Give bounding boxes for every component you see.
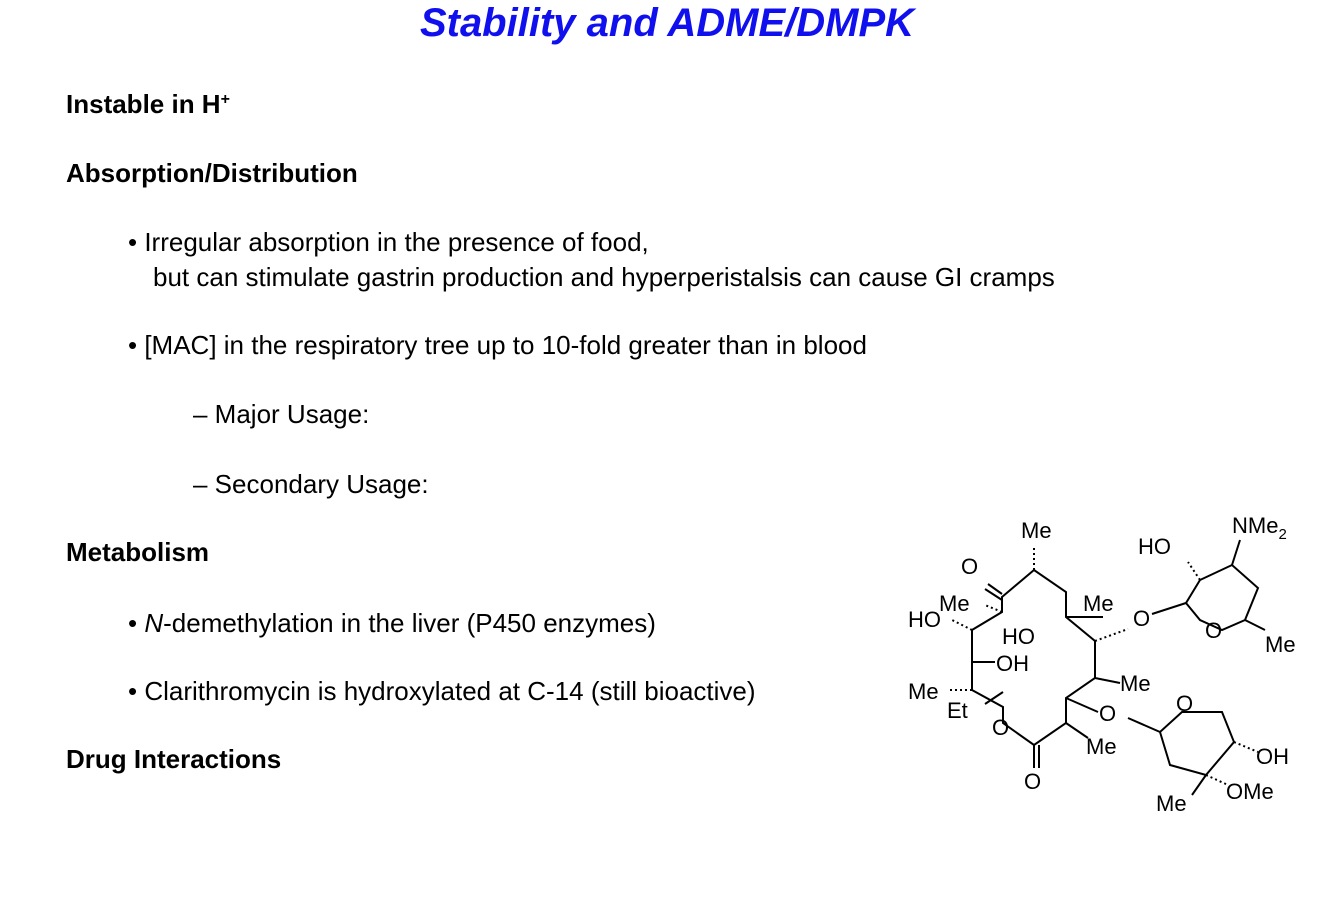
label-o-carbonyl: O (1024, 769, 1042, 794)
absorption-bullet-1-line-2: but can stimulate gastrin production and hyperperistalsis can cause GI cramps (153, 262, 1055, 292)
instable-superscript: + (220, 91, 230, 108)
label-me-c: Me (908, 679, 939, 704)
label-me-top: Me (1021, 518, 1052, 543)
label-o-link-1: O (1133, 606, 1151, 631)
label-ho-left: HO (908, 607, 941, 632)
metabolism-bullet-1-prefix: • (128, 608, 145, 638)
label-ho-sugar: HO (1138, 534, 1171, 559)
major-usage: – Major Usage: (193, 399, 370, 429)
label-me-sugar-1: Me (1265, 632, 1296, 657)
label-nme2-subscript: 2 (1278, 526, 1287, 543)
label-me-bottom: Me (1086, 734, 1117, 759)
metabolism-bullet-2: • Clarithromycin is hydroxylated at C-14 (still bioactive) (128, 676, 756, 706)
metabolism-heading: Metabolism (66, 537, 210, 567)
label-o-ring-2: O (1176, 691, 1194, 716)
label-oh-mid: OH (996, 651, 1029, 676)
metabolism-bullet-1-italic: N (144, 608, 164, 638)
instable-text: Instable in H (66, 89, 221, 119)
label-o-ring-1: O (1205, 618, 1223, 643)
absorption-bullet-1-line-1: • Irregular absorption in the presence of food, (128, 227, 649, 257)
page-title: Stability and ADME/DMPK (419, 1, 915, 45)
label-o-link-2: O (1099, 701, 1117, 726)
drug-interactions-heading: Drug Interactions (66, 744, 282, 774)
label-me-right: Me (1083, 591, 1114, 616)
metabolism-bullet-1 (128, 606, 656, 641)
label-et: Et (947, 698, 968, 723)
label-me-lower: Me (1120, 671, 1151, 696)
secondary-usage: – Secondary Usage: (193, 469, 429, 499)
label-me-left: Me (939, 591, 970, 616)
label-o-lactone: O (992, 715, 1010, 740)
label-o-ketone: O (961, 554, 979, 579)
instable-heading (66, 88, 230, 120)
clarithromycin-structure (895, 508, 1315, 818)
absorption-heading: Absorption/Distribution (66, 158, 358, 188)
metabolism-bullet-1-rest: -demethylation in the liver (P450 enzymes) (163, 608, 656, 638)
absorption-bullet-1 (128, 225, 1055, 295)
label-ome: OMe (1226, 779, 1274, 804)
absorption-bullet-2: • [MAC] in the respiratory tree up to 10-fold greater than in blood (128, 330, 867, 360)
label-nme2 (1232, 513, 1287, 543)
label-ho-mid: HO (1002, 624, 1035, 649)
label-nme2-text: NMe (1232, 513, 1279, 538)
label-me-sugar-2: Me (1156, 791, 1187, 816)
label-oh-sugar-2: OH (1256, 744, 1289, 769)
